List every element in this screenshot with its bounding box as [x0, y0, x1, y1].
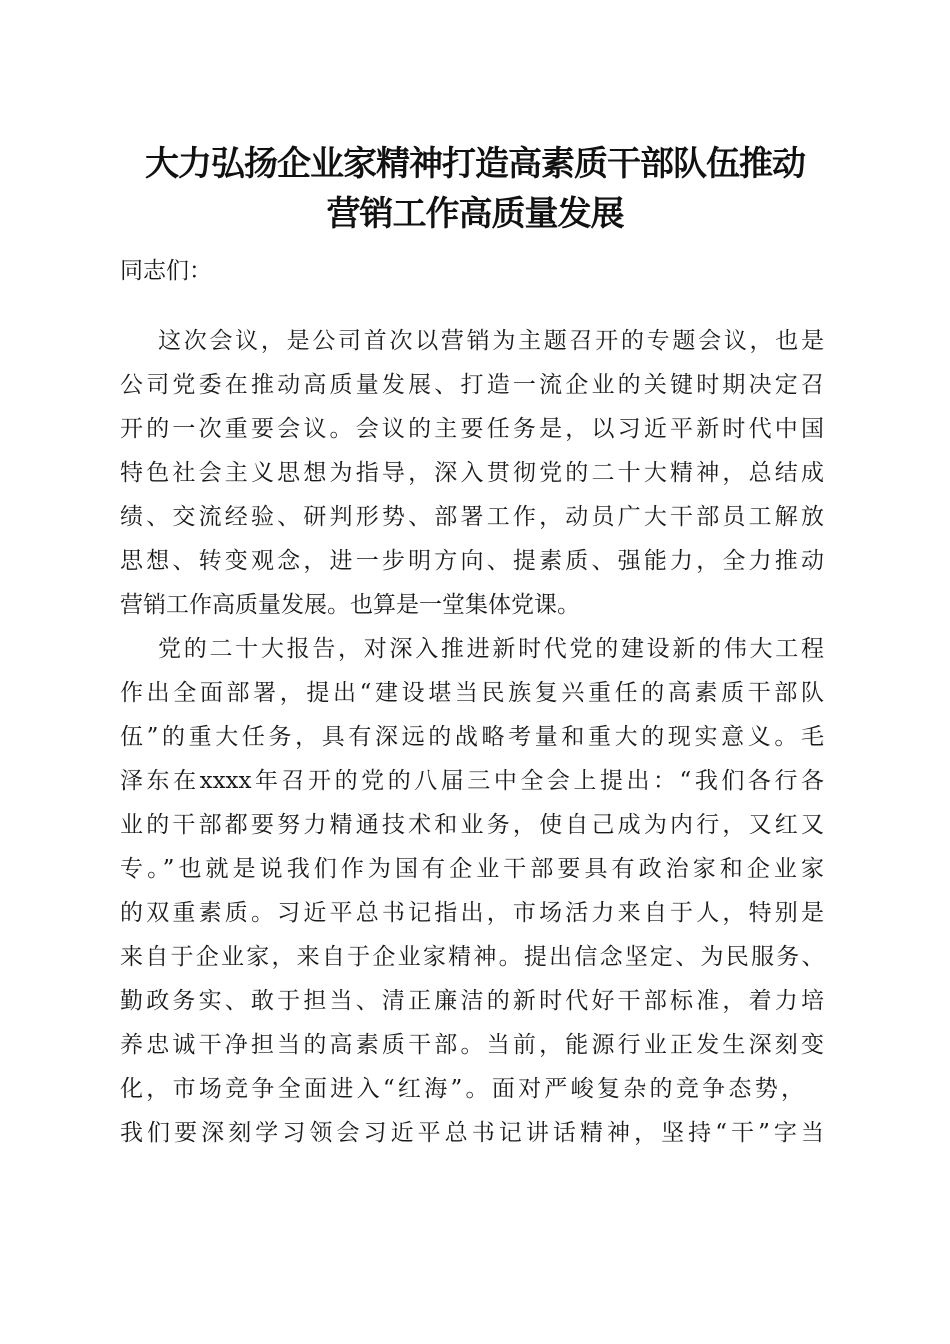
paragraph-2-line: 泽东在xxxx年召开的党的八届三中全会上提出：“我们各行各	[120, 768, 824, 794]
paragraph-1-line: 开的一次重要会议。会议的主要任务是，以习近平新时代中国	[120, 416, 824, 442]
paragraph-2-line: 伍”的重大任务，具有深远的战略考量和重大的现实意义。毛	[120, 724, 824, 750]
document-title-line-1: 大力弘扬企业家精神打造高素质干部队伍推动	[145, 144, 805, 184]
paragraph-2-line: 业的干部都要努力精通技术和业务，使自己成为内行，又红又	[120, 812, 824, 838]
paragraph-2-line: 勤政务实、敢于担当、清正廉洁的新时代好干部标准，着力培	[120, 988, 824, 1014]
paragraph-2-line: 作出全面部署，提出“建设堪当民族复兴重任的高素质干部队	[120, 680, 824, 706]
paragraph-1-line: 特色社会主义思想为指导，深入贯彻党的二十大精神，总结成	[120, 460, 824, 486]
paragraph-2-line: 化，市场竞争全面进入“红海”。面对严峻复杂的竞争态势，	[120, 1076, 804, 1102]
paragraph-2-line: 党的二十大报告，对深入推进新时代党的建设新的伟大工程	[158, 636, 824, 662]
paragraph-1-line: 思想、转变观念，进一步明方向、提素质、强能力，全力推动	[120, 548, 824, 574]
paragraph-2-line: 专。”也就是说我们作为国有企业干部要具有政治家和企业家	[120, 856, 824, 882]
paragraph-1-line: 绩、交流经验、研判形势、部署工作，动员广大干部员工解放	[120, 504, 824, 530]
paragraph-2-line: 养忠诚干净担当的高素质干部。当前，能源行业正发生深刻变	[120, 1032, 824, 1058]
paragraph-2-line: 来自于企业家，来自于企业家精神。提出信念坚定、为民服务、	[120, 944, 824, 970]
paragraph-1-line: 营销工作高质量发展。也算是一堂集体党课。	[120, 592, 580, 618]
document-title-line-2: 营销工作高质量发展	[326, 194, 624, 234]
paragraph-2-line: 的双重素质。习近平总书记指出，市场活力来自于人，特别是	[120, 900, 824, 926]
paragraph-2-line: 我们要深刻学习领会习近平总书记讲话精神，坚持“干”字当	[120, 1120, 824, 1146]
greeting: 同志们：	[120, 258, 212, 284]
paragraph-1-line: 公司党委在推动高质量发展、打造一流企业的关键时期决定召	[120, 372, 824, 398]
paragraph-1-line: 这次会议，是公司首次以营销为主题召开的专题会议，也是	[158, 328, 824, 354]
